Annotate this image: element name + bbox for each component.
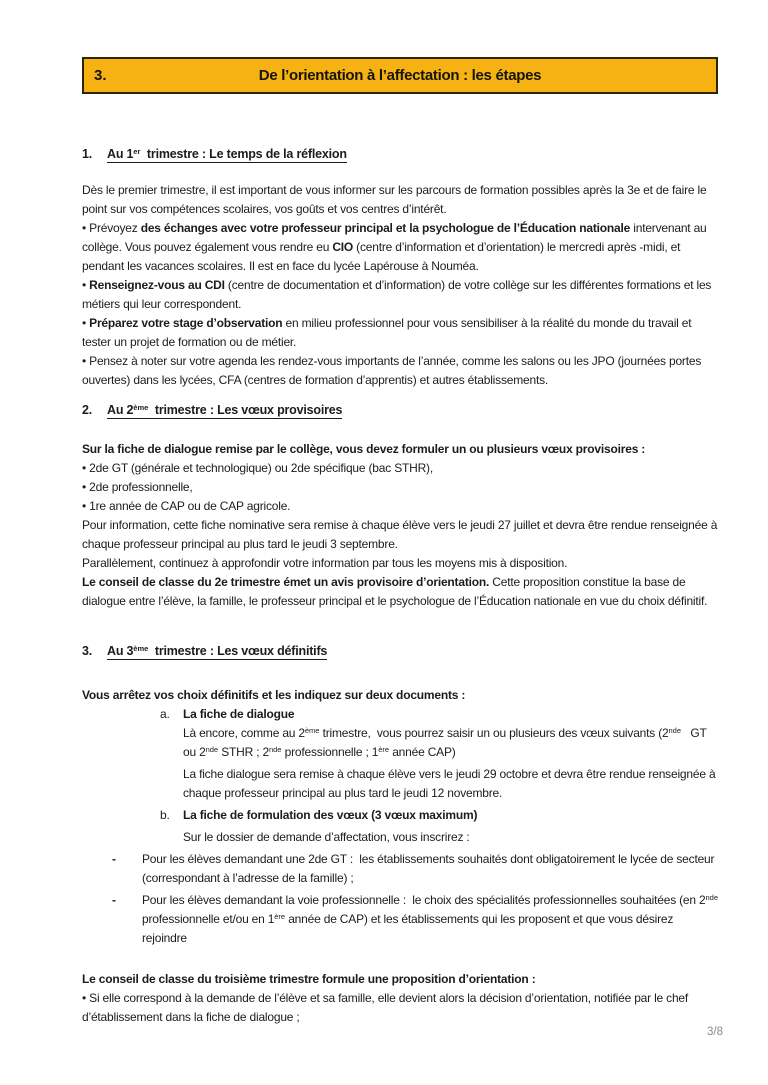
block-text [82,970,718,989]
text-segment: • [82,278,90,292]
block-text [82,219,718,276]
text-segment: Le conseil de classe du 2e trimestre émet un avis provisoire d’orientation. [82,575,490,589]
text-segment: Préparez votre stage d’observation [89,316,283,330]
text-segment: Vous arrêtez vos choix définitifs et les indiquez sur deux documents : [82,688,466,702]
block-text [82,181,718,219]
text-segment: trimestre, vous pourrez saisir un ou plusieurs des vœux suivants (2 [319,726,669,740]
paragraph [82,970,718,989]
indented-paragraph [82,765,718,803]
text-segment: nde [268,744,282,754]
paragraph [82,478,718,497]
text-segment: Sur le dossier de demande d’affectation, vous inscrirez : [183,830,470,844]
block-text [82,724,718,762]
section-1-heading [82,147,718,163]
text-segment: Au 2 [107,403,134,417]
banner-section-number: 3. [94,67,107,84]
text-segment: CIO [332,240,354,254]
section-3-body [82,686,722,948]
block-text [82,516,721,554]
paragraph [82,573,718,611]
text-segment: intervenant au collège. Vous pouvez également vous rendre eu [82,221,710,254]
block-text [82,276,718,314]
text-segment: en milieu professionnel pour vous sensibiliser à la réalité du monde du travail et tester un projet de formation ou de métier. [82,316,695,349]
page-title: De l’orientation à l’affectation : les étapes [258,67,542,84]
dash-item [82,891,722,948]
paragraph [82,554,718,573]
list-marker: a. [160,707,170,721]
section-2-heading [82,403,718,419]
lettered-item [82,705,718,724]
text-segment: • Pensez à noter sur votre agenda les rendez-vous importants de l’année, comme les salons ou les JPO (journées portes ouvertes) dans les lycées, CFA (centres de formation d’apprentis) et autres établissements. [82,354,705,387]
text-segment: La fiche de dialogue [183,707,295,721]
block-text [82,828,718,847]
paragraph [82,181,718,219]
block-text [82,314,718,352]
text-segment: Pour les élèves demandant une 2de GT : les établissements souhaités dont obligatoirement le lycée de secteur (correspondant à l’adresse de la famille) ; [142,852,718,885]
block-text [82,686,718,705]
list-marker: - [112,893,116,907]
text-segment: ème [304,725,320,735]
lettered-item [82,806,718,825]
text-segment: professionnelle ; 1 [281,745,379,759]
text-segment: Sur la fiche de dialogue remise par le collège, vous devez formuler un ou plusieurs vœux provisoires : [82,442,646,456]
block-text [82,573,718,611]
text-segment: STHR ; 2 [218,745,269,759]
text-segment: Là encore, comme au 2 [183,726,305,740]
text-segment: ère [378,744,390,754]
paragraph [82,516,721,554]
text-segment: professionnelle et/ou en 1 [142,893,722,926]
text-segment: nde [705,892,718,902]
text-segment: nde [205,744,219,754]
text-segment: La fiche de formulation des vœux (3 vœux maximum) [183,808,478,822]
page-number: 3/8 [707,1026,723,1038]
paragraph [82,314,718,352]
section-3-heading [82,644,718,660]
text-segment: Parallèlement, continuez à approfondir votre information par tous les moyens mis à disposition. [82,556,568,570]
section-2-body [82,440,721,611]
text-segment: (centre d’information et d’orientation) le mercredi après -midi, et pendant les vacances scolaires. Il est en face du lycée Lapérouse à Nouméa. [82,240,684,273]
block-text [82,891,722,948]
block-text [82,705,718,724]
text-segment: Le conseil de classe du troisième trimestre formule une proposition d’orientation : [82,972,536,986]
block-text [82,497,718,516]
section-heading-text [107,147,347,163]
text-segment: • [82,316,90,330]
section-heading-text [107,644,327,660]
paragraph [82,219,718,276]
text-segment: • Si elle correspond à la demande de l’élève et sa famille, elle devient alors la décision d’orientation, notifiée par le chef d’établissement dans la fiche de dialogue ; [82,991,692,1024]
text-segment: année de CAP) et les établissements qui les proposent et que vous désirez rejoindre [142,912,677,945]
block-text [82,478,718,497]
text-segment: nde [668,725,681,735]
text-segment: • 2de professionnelle, [82,480,193,494]
section-number: 1. [82,147,93,161]
text-segment: • 2de GT (générale et technologique) ou 2de spécifique (bac STHR), [82,461,433,475]
text-segment: Pour information, cette fiche nominative sera remise à chaque élève vers le jeudi 27 juillet et devra être rendue renseignée à chaque professeur principal au plus tard le jeudi 3 septembre. [82,518,721,551]
text-segment: ère [274,911,286,921]
section-heading-text [107,403,342,419]
list-marker: - [112,852,116,866]
block-text [82,554,718,573]
text-segment: • 1re année de CAP ou de CAP agricole. [82,499,291,513]
indented-paragraph [82,828,718,847]
indented-paragraph [82,724,718,762]
text-segment: trimestre : Les vœux provisoires [148,403,343,417]
text-segment: ème [133,402,149,412]
paragraph [82,352,718,390]
section-number: 3. [82,644,93,658]
text-segment: Dès le premier trimestre, il est important de vous informer sur les parcours de formation possibles après la 3e et de faire le point sur vos compétences scolaires, vos goûts et vos centres d’intérêt. [82,183,710,216]
text-segment: er [133,146,141,156]
paragraph [82,459,718,478]
text-segment: année CAP) [389,745,456,759]
section-number: 2. [82,403,93,417]
text-segment: (centre de documentation et d’information) de votre collège sur les différentes formations et les métiers qui leur correspondent. [82,278,715,311]
block-text [82,850,718,888]
text-segment: Pour les élèves demandant la voie professionnelle : le choix des spécialités professionnelles souhaitées (en 2 [142,893,706,907]
text-segment: ème [133,643,149,653]
section-1-body [82,181,718,390]
block-text [82,440,718,459]
block-text [82,352,718,390]
title-banner [82,57,718,94]
text-segment: La fiche dialogue sera remise à chaque élève vers le jeudi 29 octobre et devra être rendue renseignée à chaque professeur principal au plus tard le jeudi 12 novembre. [183,767,719,800]
text-segment: trimestre : Le temps de la réflexion [140,147,347,161]
block-text [82,806,718,825]
text-segment: Cette proposition constitue la base de dialogue entre l’élève, la famille, le professeur principal et le psychologue de l’Éducation nationale en vue du choix définitif. [82,575,708,608]
dash-item [82,850,718,888]
block-text [82,459,718,478]
block-text [82,765,718,803]
list-marker: b. [160,808,170,822]
text-segment: trimestre : Les vœux définitifs [148,644,328,658]
text-segment: • Prévoyez [82,221,141,235]
text-segment: Renseignez-vous au CDI [89,278,225,292]
paragraph [82,989,718,1027]
text-segment: Au 3 [107,644,134,658]
text-segment: Au 1 [107,147,134,161]
text-segment: des échanges avec votre professeur principal et la psychologue de l’Éducation nationale [140,221,631,235]
block-text [82,989,718,1027]
paragraph [82,686,718,705]
paragraph [82,440,718,459]
paragraph [82,497,718,516]
closing-paragraphs [82,970,718,1027]
paragraph [82,276,718,314]
text-segment: GT ou 2 [183,726,710,759]
